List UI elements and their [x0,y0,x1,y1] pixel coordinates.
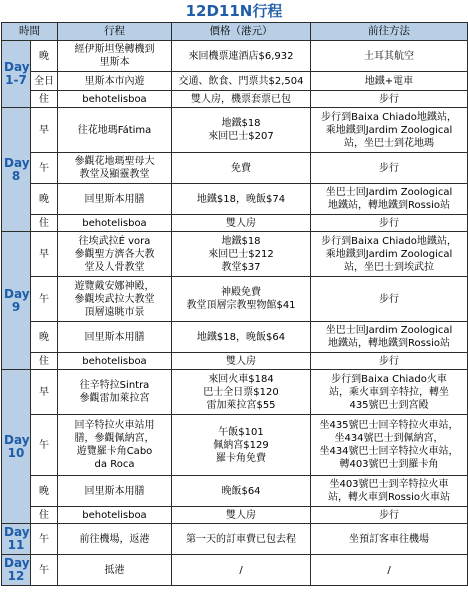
table-row [2,91,468,108]
itinerary-table [1,22,468,586]
period-cell: 住 [31,91,58,108]
period-cell: 晚 [31,476,58,507]
price-cell: 交通、飲食、門票共$2,504 [172,72,311,91]
itinerary-cell: 參觀花地瑪聖母大 教堂及顯靈教堂 [58,153,172,184]
price-cell: 雙人房，機票套票已包 [172,91,311,108]
header-time: 時間 [2,23,58,41]
period-cell: 午 [31,555,58,586]
table-row [2,555,468,586]
transport-cell: 坐403號巴士到辛特拉火車 站，轉火車到Rossio火車站 [311,476,468,507]
transport-cell: 坐巴士回Jardim Zoological 地鐵站，轉地鐵到Rossio站 [311,322,468,353]
table-row [2,476,468,507]
transport-cell: 步行 [311,91,468,108]
price-cell: 免費 [172,153,311,184]
period-cell: 住 [31,507,58,524]
itinerary-cell: behotelisboa [58,91,172,108]
period-cell: 午 [31,153,58,184]
period-cell: 早 [31,108,58,153]
table-row [2,322,468,353]
price-cell: 來回火車$184 巴士全日票$120 雷加萊拉宮$55 [172,370,311,415]
table-header-row [2,23,468,41]
price-cell: 來回機票連酒店$6,932 [172,41,311,72]
day-label: Day 9 [2,232,31,370]
price-cell: 雙人房 [172,215,311,232]
itinerary-cell: behotelisboa [58,353,172,370]
period-cell: 住 [31,215,58,232]
itinerary-cell: 回辛特拉火車站用 膳，參觀佩納宮， 遊覽羅卡角Cabo da Roca [58,415,172,476]
table-row [2,215,468,232]
transport-cell: 步行 [311,215,468,232]
table-row [2,184,468,215]
price-cell: 雙人房 [172,353,311,370]
table-row [2,277,468,322]
period-cell: 早 [31,370,58,415]
transport-cell: 步行 [311,277,468,322]
transport-cell: 坐預訂客車往機場 [311,524,468,555]
period-cell: 晚 [31,184,58,215]
transport-cell: / [311,555,468,586]
table-row [2,370,468,415]
itinerary-cell: 前往機場，返港 [58,524,172,555]
transport-cell: 步行到Baixa Chiado地鐵站， 乘地鐵到Jardim Zoological 站，坐巴士到花地瑪 [311,108,468,153]
table-row [2,507,468,524]
price-cell: 地鐵$18，晚飯$74 [172,184,311,215]
itinerary-cell: 經伊斯坦堡轉機到 里斯本 [58,41,172,72]
table-row [2,108,468,153]
itinerary-cell: behotelisboa [58,215,172,232]
price-cell: 晚飯$64 [172,476,311,507]
transport-cell: 步行 [311,353,468,370]
day-label: Day 8 [2,108,31,232]
price-cell: 神殿免費 教堂頂層宗教聖物館$41 [172,277,311,322]
price-cell: 地鐵$18 來回巴士$212 教堂$37 [172,232,311,277]
itinerary-cell: 回里斯本用膳 [58,476,172,507]
period-cell: 早 [31,232,58,277]
price-cell: 地鐵$18，晚飯$64 [172,322,311,353]
day-label: Day 1-7 [2,41,31,108]
transport-cell: 步行到Baixa Chiado地鐵站， 乘地鐵到Jardim Zoological 站，坐巴士到埃武拉 [311,232,468,277]
period-cell: 晚 [31,41,58,72]
transport-cell: 步行 [311,153,468,184]
period-cell: 午 [31,415,58,476]
price-cell: 雙人房 [172,507,311,524]
page-title: 12D11N行程 [185,2,283,20]
itinerary-cell: 往埃武拉É vora 參觀聖方濟各大教 堂及人骨教堂 [58,232,172,277]
itinerary-cell: 遊覽戴安娜神殿， 參觀埃武拉大教堂 頂層遠眺市景 [58,277,172,322]
price-cell: 第一天的訂車費已包去程 [172,524,311,555]
table-row [2,72,468,91]
table-row [2,415,468,476]
period-cell: 午 [31,277,58,322]
header-transport: 前往方法 [311,23,468,41]
transport-cell: 步行 [311,507,468,524]
price-cell: 午飯$101 佩納宮$129 羅卡角免費 [172,415,311,476]
itinerary-cell: 抵港 [58,555,172,586]
transport-cell: 土耳其航空 [311,41,468,72]
itinerary-cell: behotelisboa [58,507,172,524]
header-price: 價格（港元） [172,23,311,41]
itinerary-cell: 里斯本市內遊 [58,72,172,91]
transport-cell: 步行到Baixa Chiado火車 站，乘火車到辛特拉，轉坐 435號巴士到宮殿 [311,370,468,415]
table-row [2,41,468,72]
itinerary-cell: 往花地瑪Fátima [58,108,172,153]
price-cell: 地鐵$18 來回巴士$207 [172,108,311,153]
table-row [2,524,468,555]
itinerary-cell: 回里斯本用膳 [58,184,172,215]
day-label: Day 11 [2,524,31,555]
period-cell: 晚 [31,322,58,353]
table-row [2,232,468,277]
day-label: Day 10 [2,370,31,524]
day-label: Day 12 [2,555,31,586]
price-cell: / [172,555,311,586]
period-cell: 全日 [31,72,58,91]
itinerary-cell: 回里斯本用膳 [58,322,172,353]
transport-cell: 坐435號巴士回辛特拉火車站， 坐434號巴士到佩納宮， 坐434號巴士回辛特拉火車站， 轉403號巴士到羅卡角 [311,415,468,476]
period-cell: 午 [31,524,58,555]
itinerary-cell: 往辛特拉Sintra 參觀雷加萊拉宮 [58,370,172,415]
table-row [2,353,468,370]
table-row [2,153,468,184]
transport-cell: 坐巴士回Jardim Zoological 地鐵站，轉地鐵到Rossio站 [311,184,468,215]
header-itinerary: 行程 [58,23,172,41]
transport-cell: 地鐵+電車 [311,72,468,91]
period-cell: 住 [31,353,58,370]
